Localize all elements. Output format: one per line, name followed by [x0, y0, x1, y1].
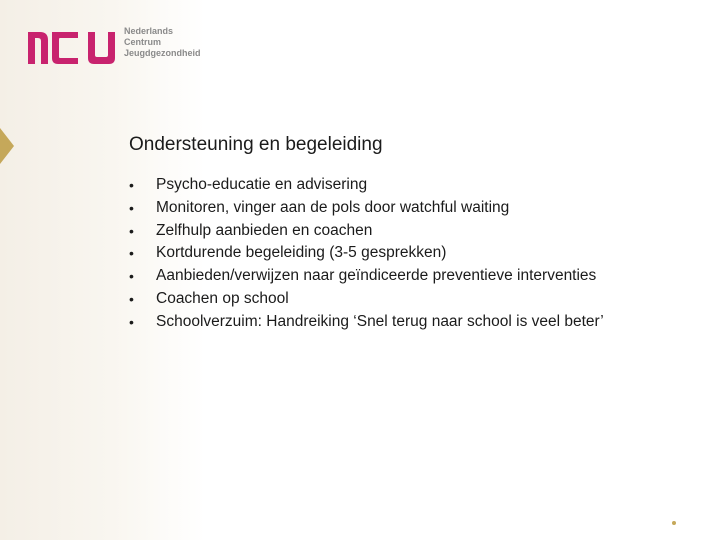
- logo-line-3: Jeugdgezondheid: [124, 48, 201, 58]
- slide-title: Ondersteuning en begeleiding: [129, 134, 383, 155]
- bullet-item: • Psycho-educatie en advisering: [129, 174, 604, 197]
- ncj-logo: [26, 26, 206, 70]
- bullet-item: • Coachen op school: [129, 288, 604, 311]
- bullet-item: • Zelfhulp aanbieden en coachen: [129, 220, 604, 243]
- bullet-list: [129, 174, 604, 334]
- bullet-item: • Kortdurende begeleiding (3-5 gesprekken): [129, 242, 604, 265]
- ncj-logo-mark-icon: [26, 26, 118, 66]
- footer-dot: [672, 521, 676, 525]
- logo-line-1: Nederlands: [124, 26, 174, 36]
- bullet-item: • Monitoren, vinger aan de pols door watchful waiting: [129, 197, 604, 220]
- bullet-item: • Aanbieden/verwijzen naar geïndiceerde preventieve interventies: [129, 265, 604, 288]
- slide-marker-arrow-icon: [0, 128, 16, 164]
- logo-line-2: Centrum: [124, 37, 162, 47]
- bullet-item: • Schoolverzuim: Handreiking ‘Snel terug naar school is veel beter’: [129, 311, 604, 334]
- logo-text: [124, 26, 201, 59]
